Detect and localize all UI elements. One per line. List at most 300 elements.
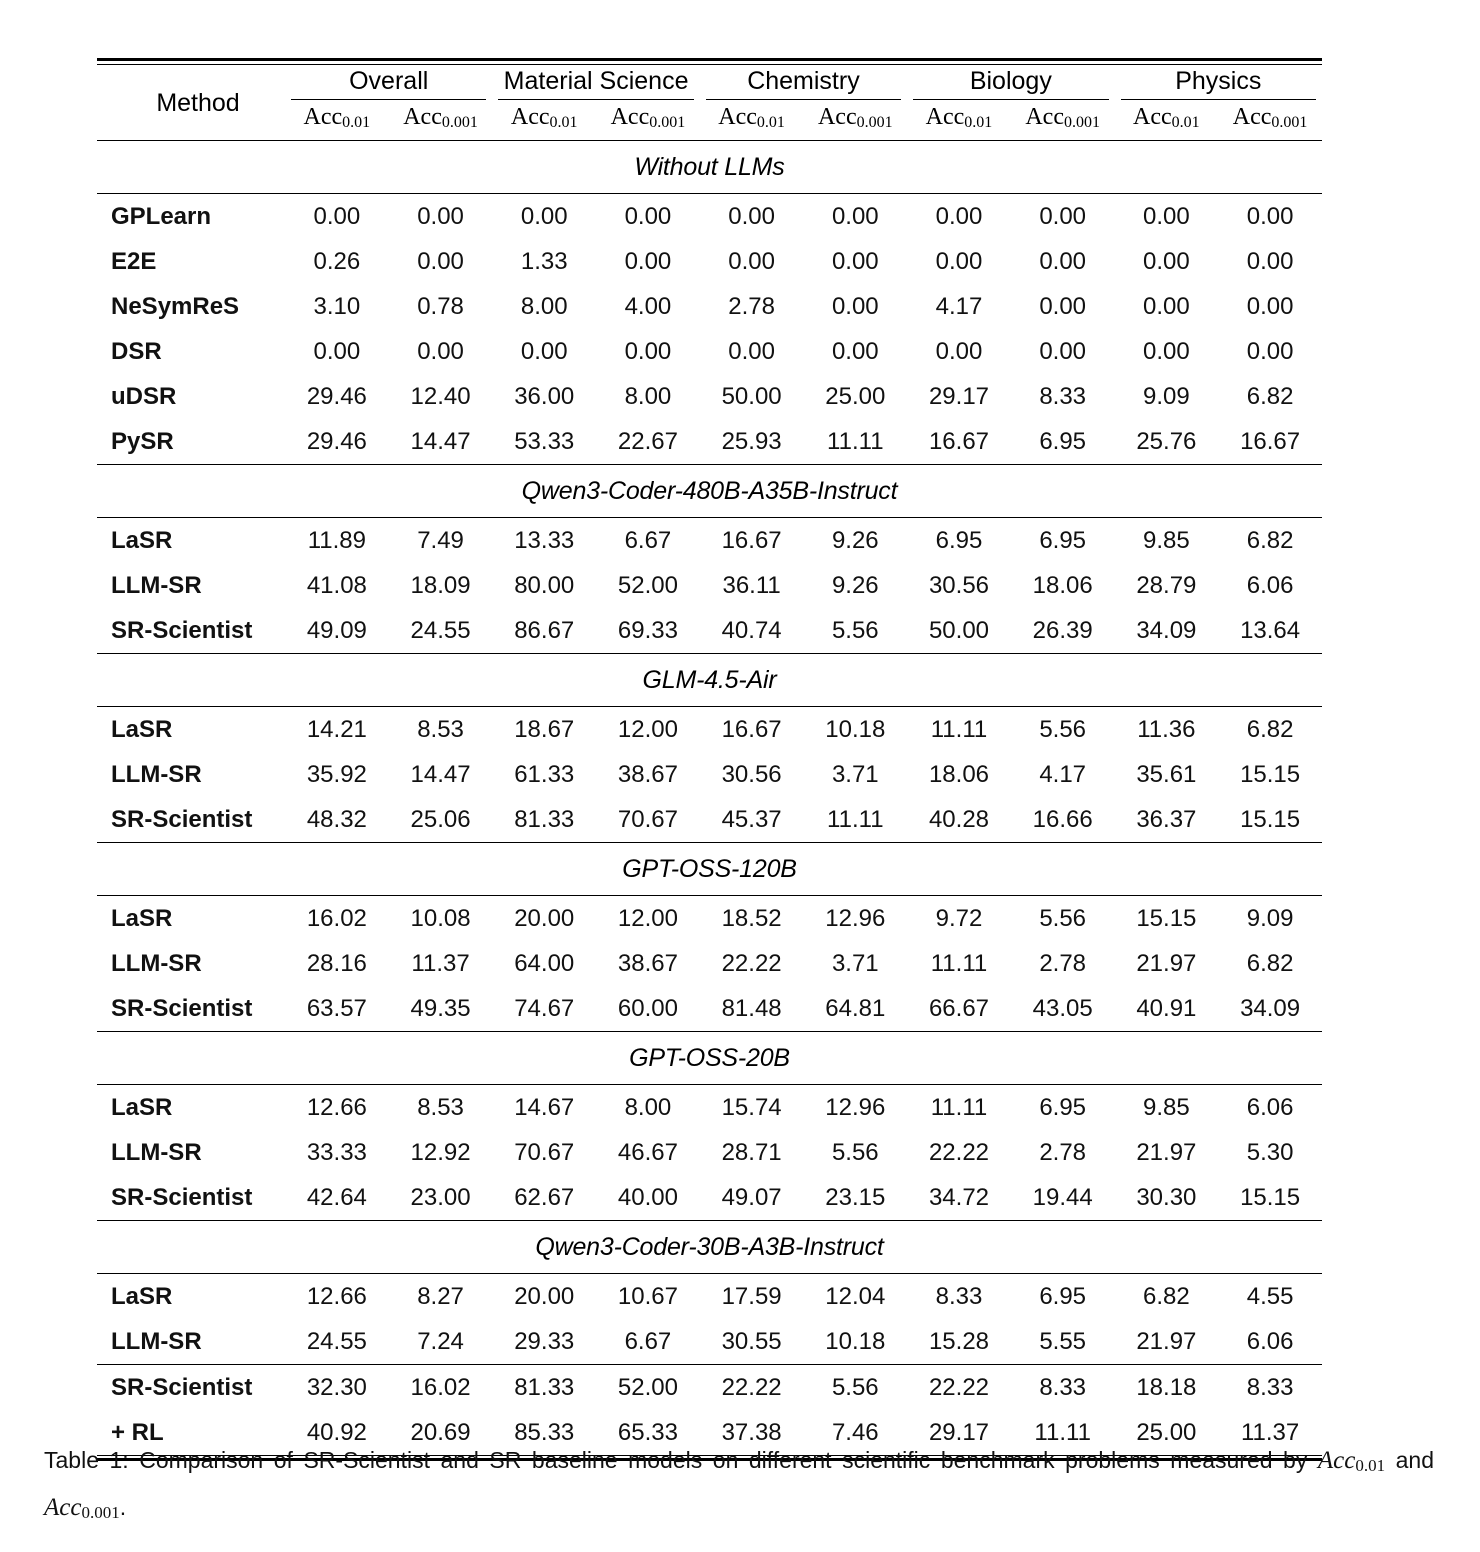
table-cell-value: 6.06 (1246, 571, 1294, 599)
table-cell-value: 9.85 (1143, 1093, 1190, 1121)
row-method-name: LLM-SR (111, 1327, 202, 1355)
table-cell-value: 4.17 (1039, 760, 1087, 788)
row-method-name: SR-Scientist (111, 1183, 253, 1211)
table-row (97, 941, 1322, 986)
section-title: GLM-4.5-Air (642, 665, 777, 694)
row-method-name: LLM-SR (111, 1138, 202, 1166)
table-cell-value: 6.82 (1246, 382, 1294, 410)
table-cell-value: 8.33 (1246, 1373, 1294, 1401)
table-cell-value: 36.37 (1136, 805, 1197, 833)
table-cell-value: 4.17 (935, 292, 983, 320)
table-cell-value: 30.56 (928, 571, 990, 599)
table-cell-value: 24.55 (306, 1327, 367, 1355)
table-cell-value: 8.00 (624, 382, 672, 410)
table-cell-value: 15.15 (1240, 805, 1301, 833)
table-cell-value: 9.09 (1143, 382, 1190, 410)
row-method-name: + RL (111, 1418, 164, 1446)
table-cell-value: 6.95 (1039, 1093, 1087, 1121)
table-cell-value: 0.00 (935, 337, 983, 365)
section-title: Without LLMs (634, 152, 785, 181)
table-cell-value: 49.07 (721, 1183, 782, 1211)
table-cell-value: 22.22 (928, 1373, 990, 1401)
table-cell-value: 4.55 (1246, 1282, 1294, 1310)
table-cell-value: 23.15 (825, 1183, 886, 1211)
table-row (97, 284, 1322, 329)
table-cell-value: 23.00 (410, 1183, 471, 1211)
table-cell-value: 80.00 (514, 571, 575, 599)
row-method-name: SR-Scientist (111, 1373, 253, 1401)
section-title: Qwen3-Coder-30B-A3B-Instruct (535, 1232, 884, 1261)
column-header-acc-0p01: Acc$_{0.01}$ (510, 104, 578, 131)
section-header-row (97, 1032, 1322, 1085)
table-cell-value: 0.00 (1039, 337, 1087, 365)
table-cell-value: 43.05 (1032, 994, 1093, 1022)
caption-metric-acc0001: Acc$_{0.001}$ (44, 1494, 120, 1522)
row-method-name: GPLearn (111, 202, 212, 230)
table-cell-value: 7.46 (831, 1418, 879, 1446)
table-cell-value: 0.00 (624, 247, 672, 275)
row-method-name: LaSR (111, 904, 173, 932)
table-cell-value: 0.00 (417, 202, 464, 230)
table-cell-value: 12.40 (410, 382, 471, 410)
table-cell-value: 0.00 (417, 247, 464, 275)
table-cell-value: 5.56 (831, 1373, 879, 1401)
table-cell-value: 32.30 (306, 1373, 367, 1401)
column-header-acc-0p001: Acc$_{0.001}$ (610, 104, 686, 131)
table-row (97, 1319, 1322, 1365)
table-cell-value: 30.56 (721, 760, 782, 788)
table-cell-value: 6.82 (1246, 715, 1294, 743)
table-cell-value: 38.67 (617, 760, 678, 788)
table-cell-value: 16.02 (306, 904, 367, 932)
table-cell-value: 12.66 (306, 1093, 367, 1121)
table-cell-value: 0.00 (1246, 247, 1294, 275)
column-header-acc-0p001: Acc$_{0.001}$ (1025, 104, 1100, 131)
table-row (97, 608, 1322, 654)
caption-conjunction: and (1385, 1447, 1434, 1473)
table-cell-value: 9.09 (1246, 904, 1294, 932)
table-cell-value: 10.18 (825, 1327, 886, 1355)
table-cell-value: 0.00 (831, 247, 879, 275)
table-cell-value: 12.04 (825, 1282, 886, 1310)
table-cell-value: 8.33 (1039, 1373, 1087, 1401)
table-cell-value: 30.30 (1136, 1183, 1197, 1211)
table-cell-value: 45.37 (721, 805, 782, 833)
table-row (97, 563, 1322, 608)
table-cell-value: 26.39 (1032, 616, 1093, 644)
table-cell-value: 70.67 (617, 805, 678, 833)
table-cell-value: 0.00 (624, 337, 672, 365)
table-cell-value: 0.00 (728, 202, 775, 230)
table-cell-value: 6.95 (935, 526, 983, 554)
table-cell-value: 49.09 (306, 616, 367, 644)
table-cell-value: 0.00 (520, 202, 568, 230)
table-cell-value: 15.28 (928, 1327, 990, 1355)
table-cell-value: 40.74 (721, 616, 782, 644)
section-title: Qwen3-Coder-480B-A35B-Instruct (521, 476, 898, 505)
table-caption (44, 1438, 1434, 1532)
table-cell-value: 6.82 (1246, 949, 1294, 977)
table-cell-value: 14.47 (410, 427, 471, 455)
table-cell-value: 25.00 (825, 382, 886, 410)
group-header-overall: Overall (349, 67, 429, 95)
table-cell-value: 7.24 (417, 1327, 464, 1355)
table-cell-value: 30.55 (721, 1327, 782, 1355)
table-row (97, 896, 1322, 941)
table-cell-value: 0.00 (1039, 202, 1087, 230)
table-cell-value: 60.00 (617, 994, 678, 1022)
table-cell-value: 48.32 (306, 805, 367, 833)
table-cell-value: 18.67 (514, 715, 575, 743)
table-cell-value: 22.22 (721, 1373, 782, 1401)
table-cell-value: 6.95 (1039, 1282, 1087, 1310)
table-cell-value: 81.33 (514, 1373, 575, 1401)
table-cell-value: 66.67 (928, 994, 990, 1022)
section-header-row (97, 843, 1322, 896)
table-cell-value: 0.00 (1039, 247, 1087, 275)
table-cell-value: 6.06 (1246, 1093, 1294, 1121)
table-cell-value: 6.67 (624, 526, 672, 554)
table-cell-value: 29.33 (514, 1327, 575, 1355)
table-cell-value: 0.00 (728, 337, 775, 365)
table-cell-value: 17.59 (721, 1282, 782, 1310)
table-cell-value: 5.30 (1246, 1138, 1294, 1166)
table-cell-value: 6.95 (1039, 526, 1087, 554)
table-cell-value: 21.97 (1136, 949, 1197, 977)
table-cell-value: 18.06 (1032, 571, 1093, 599)
table-cell-value: 37.38 (721, 1418, 782, 1446)
table-cell-value: 0.00 (417, 337, 464, 365)
table-cell-value: 0.78 (417, 292, 464, 320)
group-header-material-science: Material Science (503, 67, 689, 95)
row-method-name: SR-Scientist (111, 994, 253, 1022)
table-cell-value: 7.49 (417, 526, 464, 554)
table-cell-value: 9.85 (1143, 526, 1190, 554)
table-cell-value: 52.00 (617, 571, 678, 599)
table-cell-value: 21.97 (1136, 1327, 1197, 1355)
table-cell-value: 40.92 (306, 1418, 367, 1446)
table-cell-value: 20.00 (514, 904, 575, 932)
table-cell-value: 19.44 (1032, 1183, 1093, 1211)
table-cell-value: 0.00 (935, 247, 983, 275)
table-cell-value: 0.00 (1246, 337, 1294, 365)
table-row (97, 1274, 1322, 1319)
table-cell-value: 0.00 (831, 292, 879, 320)
column-header-acc-0p001: Acc$_{0.001}$ (403, 104, 478, 131)
table-row (97, 1085, 1322, 1130)
table-cell-value: 6.67 (624, 1327, 672, 1355)
row-method-name: LaSR (111, 526, 173, 554)
table-cell-value: 18.18 (1136, 1373, 1197, 1401)
table-cell-value: 3.71 (831, 949, 879, 977)
table-cell-value: 3.71 (831, 760, 879, 788)
table-cell-value: 12.96 (825, 904, 886, 932)
table-cell-value: 11.11 (930, 1093, 988, 1121)
column-header-acc-0p001: Acc$_{0.001}$ (817, 104, 893, 131)
table-cell-value: 0.00 (520, 337, 568, 365)
table-cell-value: 14.47 (410, 760, 471, 788)
table-cell-value: 0.00 (1143, 202, 1190, 230)
table-cell-value: 11.11 (827, 427, 884, 455)
row-method-name: PySR (111, 427, 174, 455)
table-cell-value: 25.76 (1136, 427, 1197, 455)
table-cell-value: 36.11 (722, 571, 781, 599)
table-row (97, 986, 1322, 1032)
table-cell-value: 2.78 (1039, 949, 1087, 977)
column-header-acc-0p01: Acc$_{0.01}$ (303, 104, 371, 131)
table-cell-value: 40.91 (1136, 994, 1197, 1022)
table-cell-value: 36.00 (514, 382, 575, 410)
group-header-biology: Biology (969, 67, 1052, 95)
table-cell-value: 13.33 (514, 526, 575, 554)
table-cell-value: 16.67 (721, 715, 782, 743)
table-cell-value: 16.02 (410, 1373, 471, 1401)
column-header-acc-0p01: Acc$_{0.01}$ (718, 104, 785, 131)
table-cell-value: 2.78 (728, 292, 775, 320)
table-cell-value: 8.33 (1039, 382, 1087, 410)
table-cell-value: 11.36 (1137, 715, 1196, 743)
table-cell-value: 18.52 (721, 904, 782, 932)
section-header-row (97, 465, 1322, 518)
table-cell-value: 5.56 (1039, 904, 1087, 932)
table-cell-value: 28.71 (721, 1138, 782, 1166)
table-cell-value: 16.67 (928, 427, 990, 455)
row-method-name: NeSymReS (111, 292, 240, 320)
table-cell-value: 22.22 (721, 949, 782, 977)
table-cell-value: 0.00 (1143, 337, 1190, 365)
table-cell-value: 0.00 (935, 202, 983, 230)
table-cell-value: 86.67 (514, 616, 575, 644)
table-cell-value: 29.17 (928, 1418, 990, 1446)
section-header-row (97, 654, 1322, 707)
table-cell-value: 11.37 (411, 949, 470, 977)
table-row (97, 752, 1322, 797)
table-cell-value: 18.06 (928, 760, 990, 788)
table-cell-value: 5.55 (1039, 1327, 1087, 1355)
table-cell-value: 25.93 (721, 427, 782, 455)
table-cell-value: 53.33 (514, 427, 575, 455)
column-header-acc-0p001: Acc$_{0.001}$ (1232, 104, 1308, 131)
table-cell-value: 28.16 (306, 949, 367, 977)
table-cell-value: 8.33 (935, 1282, 983, 1310)
row-method-name: LLM-SR (111, 949, 202, 977)
table-cell-value: 0.00 (1039, 292, 1087, 320)
table-cell-value: 0.00 (624, 202, 672, 230)
section-header-row (97, 141, 1322, 194)
table-cell-value: 8.27 (417, 1282, 464, 1310)
table-cell-value: 2.78 (1039, 1138, 1087, 1166)
table-cell-value: 6.82 (1246, 526, 1294, 554)
table-cell-value: 0.00 (831, 337, 879, 365)
table-cell-value: 11.11 (827, 805, 884, 833)
table-cell-value: 11.89 (307, 526, 366, 554)
table-cell-value: 8.53 (417, 715, 464, 743)
row-method-name: uDSR (111, 382, 177, 410)
table-cell-value: 65.33 (617, 1418, 678, 1446)
row-method-name: LaSR (111, 715, 173, 743)
table-cell-value: 16.67 (1240, 427, 1301, 455)
table-cell-value: 34.09 (1136, 616, 1197, 644)
table-cell-value: 15.15 (1136, 904, 1197, 932)
caption-metric-acc001: Acc$_{0.01}$ (1317, 1447, 1386, 1475)
table-cell-value: 35.61 (1136, 760, 1197, 788)
table-cell-value: 6.06 (1246, 1327, 1294, 1355)
table-cell-value: 29.17 (928, 382, 990, 410)
table-cell-value: 16.66 (1032, 805, 1093, 833)
table-cell-value: 0.00 (831, 202, 879, 230)
group-header-physics: Physics (1175, 67, 1262, 95)
table-cell-value: 64.00 (514, 949, 575, 977)
table-cell-value: 8.53 (417, 1093, 464, 1121)
table-cell-value: 0.00 (1246, 292, 1294, 320)
table-cell-value: 40.00 (617, 1183, 678, 1211)
table-cell-value: 3.10 (313, 292, 361, 320)
table-cell-value: 49.35 (410, 994, 471, 1022)
table-row (97, 1130, 1322, 1175)
table-cell-value: 5.56 (831, 616, 879, 644)
table-cell-value: 10.67 (617, 1282, 678, 1310)
table-cell-value: 41.08 (306, 571, 367, 599)
table-cell-value: 22.22 (928, 1138, 990, 1166)
table-cell-value: 11.11 (930, 949, 988, 977)
table-cell-value: 9.72 (935, 904, 983, 932)
section-header-row (97, 1221, 1322, 1274)
table-cell-value: 0.00 (313, 337, 361, 365)
table-cell-value: 11.11 (1034, 1418, 1091, 1446)
table-cell-value: 8.00 (520, 292, 568, 320)
results-table (97, 58, 1322, 1464)
table-cell-value: 5.56 (1039, 715, 1087, 743)
table-cell-value: 25.06 (410, 805, 471, 833)
table-body (97, 141, 1322, 1465)
table-row (97, 707, 1322, 752)
table-cell-value: 18.09 (410, 571, 471, 599)
table-cell-value: 85.33 (514, 1418, 575, 1446)
group-header-chemistry: Chemistry (747, 67, 860, 95)
table-cell-value: 34.72 (928, 1183, 990, 1211)
table-cell-value: 0.00 (728, 247, 775, 275)
table-cell-value: 14.21 (306, 715, 367, 743)
table-cell-value: 46.67 (617, 1138, 678, 1166)
table-cell-value: 24.55 (410, 616, 471, 644)
table-cell-value: 16.67 (721, 526, 782, 554)
caption-suffix: . (119, 1494, 127, 1520)
section-title: GPT-OSS-20B (629, 1043, 790, 1072)
table-cell-value: 34.09 (1240, 994, 1301, 1022)
table-cell-value: 52.00 (617, 1373, 678, 1401)
column-header-acc-0p01: Acc$_{0.01}$ (1133, 104, 1200, 131)
table-cell-value: 50.00 (721, 382, 782, 410)
row-method-name: LLM-SR (111, 760, 202, 788)
table-cell-value: 15.15 (1240, 760, 1301, 788)
table-cell-value: 4.00 (624, 292, 672, 320)
table-cell-value: 35.92 (306, 760, 367, 788)
table-cell-value: 12.00 (617, 715, 678, 743)
table-cell-value: 28.79 (1136, 571, 1197, 599)
table-row (97, 329, 1322, 374)
table-cell-value: 50.00 (928, 616, 990, 644)
table-cell-value: 69.33 (617, 616, 678, 644)
table-row (97, 194, 1322, 239)
table-cell-value: 0.00 (1143, 247, 1190, 275)
table-cell-value: 12.92 (410, 1138, 471, 1166)
table-cell-value: 0.00 (1246, 202, 1294, 230)
table-cell-value: 10.18 (825, 715, 886, 743)
row-method-name: LLM-SR (111, 571, 202, 599)
table-row (97, 419, 1322, 465)
table-cell-value: 20.00 (514, 1282, 575, 1310)
table-cell-value: 81.33 (514, 805, 575, 833)
table-cell-value: 5.56 (831, 1138, 879, 1166)
row-method-name: LaSR (111, 1282, 173, 1310)
table-row (97, 797, 1322, 843)
table-row (97, 374, 1322, 419)
table-cell-value: 74.67 (514, 994, 575, 1022)
table-cell-value: 70.67 (514, 1138, 575, 1166)
row-method-name: DSR (111, 337, 162, 365)
table-cell-value: 62.67 (514, 1183, 575, 1211)
table-row (97, 239, 1322, 284)
table-row (97, 518, 1322, 563)
table-cell-value: 64.81 (825, 994, 886, 1022)
table-cell-value: 42.64 (306, 1183, 367, 1211)
caption-prefix: Table 1: Comparison of SR-Scientist and SR baseline models on different scientific benchmark problems measured by (44, 1447, 1318, 1473)
section-title: GPT-OSS-120B (622, 854, 797, 883)
table-row (97, 1175, 1322, 1221)
table-cell-value: 15.15 (1240, 1183, 1301, 1211)
table-cell-value: 0.00 (1143, 292, 1190, 320)
table-cell-value: 61.33 (514, 760, 575, 788)
row-method-name: E2E (111, 247, 157, 275)
table-cell-value: 29.46 (306, 427, 367, 455)
table-cell-value: 9.26 (831, 571, 879, 599)
table-cell-value: 12.66 (306, 1282, 367, 1310)
table-cell-value: 38.67 (617, 949, 678, 977)
table-cell-value: 10.08 (410, 904, 471, 932)
table-cell-value: 81.48 (721, 994, 782, 1022)
table-cell-value: 1.33 (520, 247, 568, 275)
row-method-name: LaSR (111, 1093, 173, 1121)
column-header-method: Method (156, 89, 240, 117)
table-cell-value: 12.96 (825, 1093, 886, 1121)
table-header (97, 60, 1322, 141)
table-cell-value: 15.74 (721, 1093, 782, 1121)
table-cell-value: 6.95 (1039, 427, 1087, 455)
table-cell-value: 63.57 (306, 994, 367, 1022)
table-cell-value: 22.67 (617, 427, 678, 455)
table-cell-value: 13.64 (1240, 616, 1301, 644)
table-cell-value: 11.11 (930, 715, 988, 743)
table-cell-value: 11.37 (1240, 1418, 1300, 1446)
table-cell-value: 20.69 (410, 1418, 471, 1446)
table-cell-value: 21.97 (1136, 1138, 1197, 1166)
table-cell-value: 9.26 (831, 526, 879, 554)
row-method-name: SR-Scientist (111, 616, 253, 644)
table-cell-value: 8.00 (624, 1093, 672, 1121)
table-cell-value: 0.00 (313, 202, 361, 230)
table-cell-value: 12.00 (617, 904, 678, 932)
column-header-acc-0p01: Acc$_{0.01}$ (925, 104, 993, 131)
group-header-row (97, 67, 1322, 99)
table-cell-value: 6.82 (1143, 1282, 1190, 1310)
table-cell-value: 33.33 (306, 1138, 367, 1166)
table-cell-value: 25.00 (1136, 1418, 1197, 1446)
table-cell-value: 14.67 (514, 1093, 575, 1121)
table-cell-value: 29.46 (306, 382, 367, 410)
row-method-name: SR-Scientist (111, 805, 253, 833)
table-row (97, 1365, 1322, 1410)
table-cell-value: 40.28 (928, 805, 990, 833)
